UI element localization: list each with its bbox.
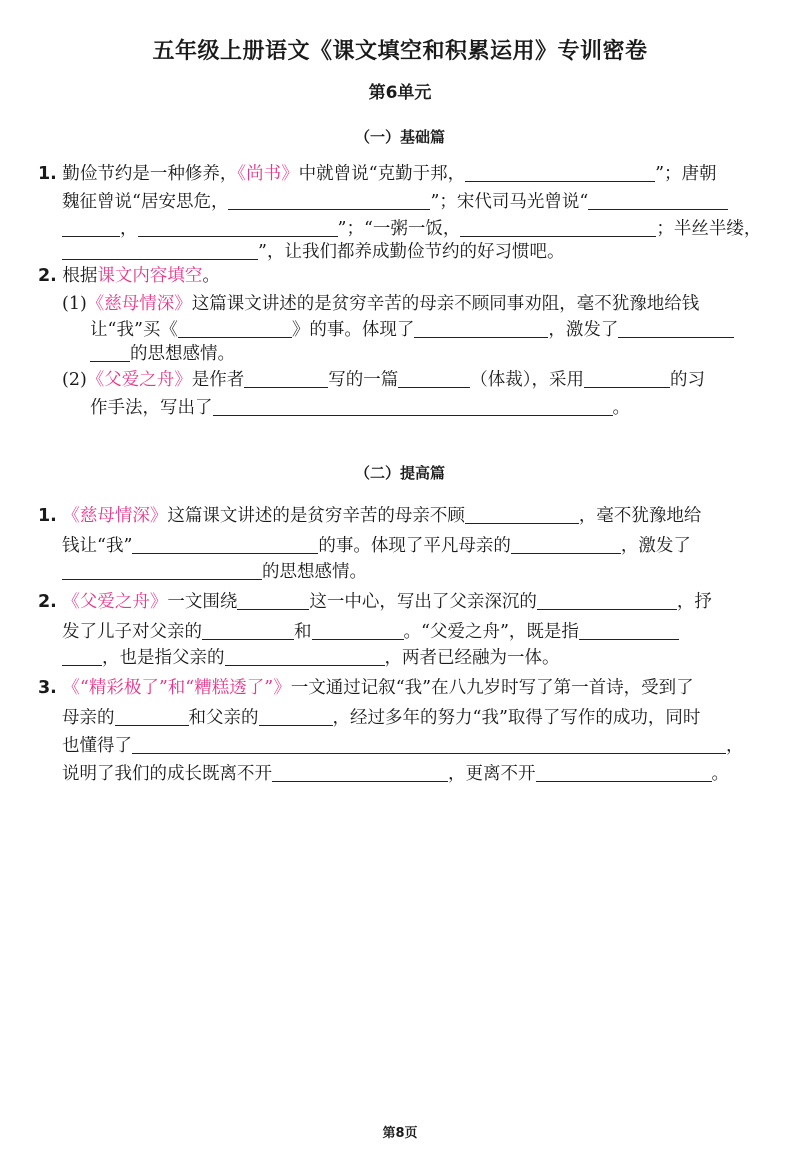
s1-q2-p1-line1	[62, 292, 699, 316]
text: 母亲的	[62, 708, 115, 728]
answer-blank[interactable]	[312, 621, 404, 640]
text: ，抒	[676, 592, 712, 612]
page-title: 五年级上册语文《课文填空和积累运用》专训密卷	[152, 39, 648, 64]
text: 这一中心，写出了父亲深沉的	[309, 592, 537, 612]
text: 和	[294, 622, 312, 642]
answer-blank[interactable]	[213, 397, 613, 416]
text: ，经过多年的努力“我”取得了写作的成功，同时	[332, 708, 701, 728]
answer-blank[interactable]	[511, 535, 621, 554]
s1-q2-p2-line1	[62, 368, 705, 392]
s2-q1-line3	[62, 560, 367, 584]
s2-q1-line2	[62, 534, 691, 558]
text: 中就曾说“克勤于邦，	[298, 164, 466, 184]
sub-label: (2)	[62, 370, 87, 390]
answer-blank[interactable]	[588, 191, 728, 210]
s2-q3-line2	[62, 706, 700, 730]
text: 的思想感情。	[262, 562, 367, 582]
s1-q1-line2	[62, 190, 728, 214]
text: 的事。体现了平凡母亲的	[318, 536, 511, 556]
s2-q3-line1	[38, 676, 694, 700]
answer-blank[interactable]	[579, 621, 679, 640]
text: 。“父爱之舟”，既是指	[403, 622, 579, 642]
text: 这篇课文讲述的是贫穷辛苦的母亲不顾同事劝阻，毫不犹豫地给钱	[191, 294, 700, 314]
book-title: 《父爱之舟》	[62, 592, 168, 612]
s2-q3-line3	[62, 734, 744, 758]
answer-blank[interactable]	[62, 647, 102, 666]
text: 说明了我们的成长既离不开	[62, 764, 272, 784]
text: 一文通过记叙“我”在八九岁时写了第一首诗，受到了	[290, 678, 694, 698]
text: 魏征曾说“居安思危，	[62, 192, 229, 212]
text: ，激发了	[620, 536, 691, 556]
answer-blank[interactable]	[138, 218, 338, 237]
answer-blank[interactable]	[237, 591, 309, 610]
question-number: 2.	[38, 592, 57, 612]
s1-q2-p1-line3	[90, 342, 235, 366]
answer-blank[interactable]	[259, 707, 333, 726]
s2-q2-line1	[38, 590, 712, 614]
answer-blank[interactable]	[272, 763, 448, 782]
answer-blank[interactable]	[618, 319, 734, 338]
text: 。	[711, 764, 729, 784]
text: 钱让“我”	[62, 536, 133, 556]
text: ”；“一粥一饭，	[337, 219, 461, 239]
answer-blank[interactable]	[244, 369, 328, 388]
answer-blank[interactable]	[62, 561, 262, 580]
text: 。	[202, 266, 220, 286]
answer-blank[interactable]	[62, 241, 258, 260]
s1-q2-line1	[38, 264, 220, 288]
answer-blank[interactable]	[584, 369, 670, 388]
answer-blank[interactable]	[225, 647, 385, 666]
answer-blank[interactable]	[414, 319, 548, 338]
answer-blank[interactable]	[465, 505, 579, 524]
s2-q2-line3	[62, 646, 560, 670]
s1-q1-line4	[62, 240, 564, 264]
s1-q1-line3	[62, 217, 761, 241]
book-title: 《慈母情深》	[62, 506, 168, 526]
answer-blank[interactable]	[178, 319, 292, 338]
answer-blank[interactable]	[398, 369, 470, 388]
text: 也懂得了	[62, 736, 132, 756]
sub-label: (1)	[62, 294, 87, 314]
text: 是作者	[191, 370, 245, 390]
answer-blank[interactable]	[62, 218, 120, 237]
section-heading-basic: （一）基础篇	[354, 128, 445, 146]
answer-blank[interactable]	[132, 535, 318, 554]
answer-blank[interactable]	[202, 621, 294, 640]
s1-q1-line1	[38, 162, 717, 186]
text: 》的事。体现了	[291, 320, 415, 340]
emphasis-text: 课文内容填空	[97, 266, 203, 286]
s1-q2-p1-line2	[90, 318, 734, 342]
text: 写的一篇	[328, 370, 399, 390]
text: 这篇课文讲述的是贫穷辛苦的母亲不顾	[167, 506, 465, 526]
text: （体裁），采用	[470, 370, 585, 390]
text: 作手法，写出了	[90, 398, 213, 418]
s2-q1-line1	[38, 504, 701, 528]
book-title: 《父爱之舟》	[86, 370, 192, 390]
answer-blank[interactable]	[115, 707, 189, 726]
text: ，毫不犹豫地给	[578, 506, 702, 526]
answer-blank[interactable]	[228, 191, 430, 210]
text: ，激发了	[548, 320, 619, 340]
text: ，两者已经融为一体。	[384, 648, 560, 668]
section-heading-advanced: （二）提高篇	[354, 464, 445, 482]
book-title: 《慈母情深》	[86, 294, 192, 314]
question-number: 2.	[38, 266, 57, 286]
text: 一文围绕	[167, 592, 238, 612]
answer-blank[interactable]	[132, 735, 726, 754]
text: ，更离不开	[448, 764, 536, 784]
text: 根据	[62, 266, 98, 286]
book-title: 《尚书》	[237, 164, 299, 184]
text: 勤俭节约是一种修养，	[62, 164, 238, 184]
answer-blank[interactable]	[537, 591, 677, 610]
question-number: 3.	[38, 678, 57, 698]
text: ”；宋代司马光曾说“	[430, 192, 589, 212]
s2-q2-line2	[62, 620, 679, 644]
s2-q3-line4	[62, 762, 729, 786]
page-number: 第8页	[382, 1126, 418, 1141]
text: ”；唐朝	[655, 164, 717, 184]
text: 和父亲的	[188, 708, 259, 728]
text: 发了儿子对父亲的	[62, 622, 202, 642]
text: ，也是指父亲的	[102, 648, 225, 668]
question-number: 1.	[38, 164, 57, 184]
answer-blank[interactable]	[465, 163, 655, 182]
unit-subtitle: 第6单元	[368, 83, 432, 103]
text: ，	[726, 736, 744, 756]
text: 。	[612, 398, 630, 418]
answer-blank[interactable]	[460, 218, 656, 237]
question-number: 1.	[38, 506, 57, 526]
text: 的思想感情。	[130, 344, 235, 364]
text: ”，让我们都养成勤俭节约的好习惯吧。	[258, 242, 565, 262]
book-title: 《“精彩极了”和“糟糕透了”》	[62, 678, 291, 698]
text: 的习	[670, 370, 706, 390]
text: ；半丝半缕，	[656, 219, 762, 239]
answer-blank[interactable]	[536, 763, 712, 782]
answer-blank[interactable]	[90, 343, 130, 362]
text: ，	[120, 219, 138, 239]
text: 让“我”买《	[90, 320, 178, 340]
s1-q2-p2-line2	[90, 396, 630, 420]
